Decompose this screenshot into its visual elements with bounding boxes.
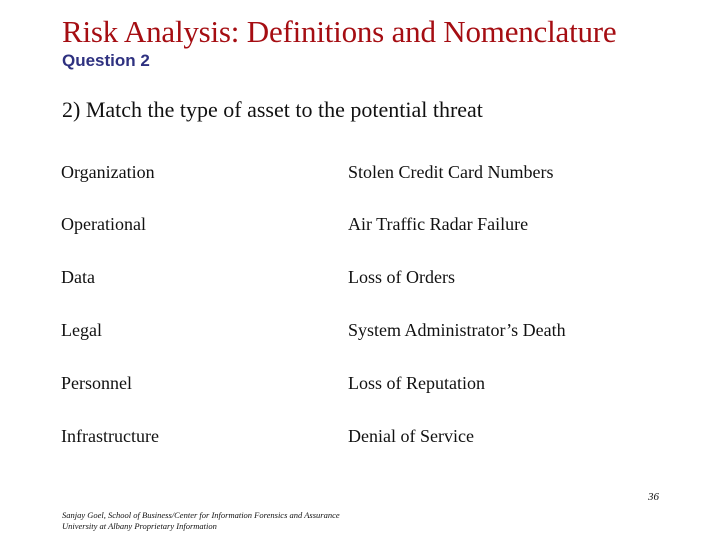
footer-credit-line-1: Sanjay Goel, School of Business/Center for Information Forensics and Assurance	[62, 510, 340, 520]
page-number: 36	[648, 491, 659, 503]
footer-credit-line-2: University at Albany Proprietary Information	[62, 521, 217, 531]
threat-item: Loss of Orders	[348, 267, 455, 287]
asset-item: Legal	[61, 320, 102, 340]
asset-item: Infrastructure	[61, 426, 159, 446]
match-row	[0, 320, 720, 350]
asset-item: Organization	[61, 162, 155, 182]
threat-item: Loss of Reputation	[348, 373, 485, 393]
match-row	[0, 267, 720, 297]
match-row	[0, 162, 720, 192]
asset-item: Data	[61, 267, 95, 287]
threat-item: Air Traffic Radar Failure	[348, 214, 529, 234]
slide-title: Risk Analysis: Definitions and Nomenclature	[62, 14, 617, 49]
threat-item: Stolen Credit Card Numbers	[348, 162, 554, 182]
asset-item: Personnel	[61, 373, 132, 393]
threat-item: System Administrator’s Death	[348, 320, 566, 340]
threat-item: Denial of Service	[348, 426, 474, 446]
match-row	[0, 214, 720, 244]
match-row	[0, 426, 720, 456]
footer-credit	[62, 510, 340, 532]
slide-subtitle: Question 2	[62, 51, 150, 70]
question-prompt: 2) Match the type of asset to the potential threat	[62, 97, 483, 122]
asset-item: Operational	[61, 214, 146, 234]
match-row	[0, 373, 720, 403]
